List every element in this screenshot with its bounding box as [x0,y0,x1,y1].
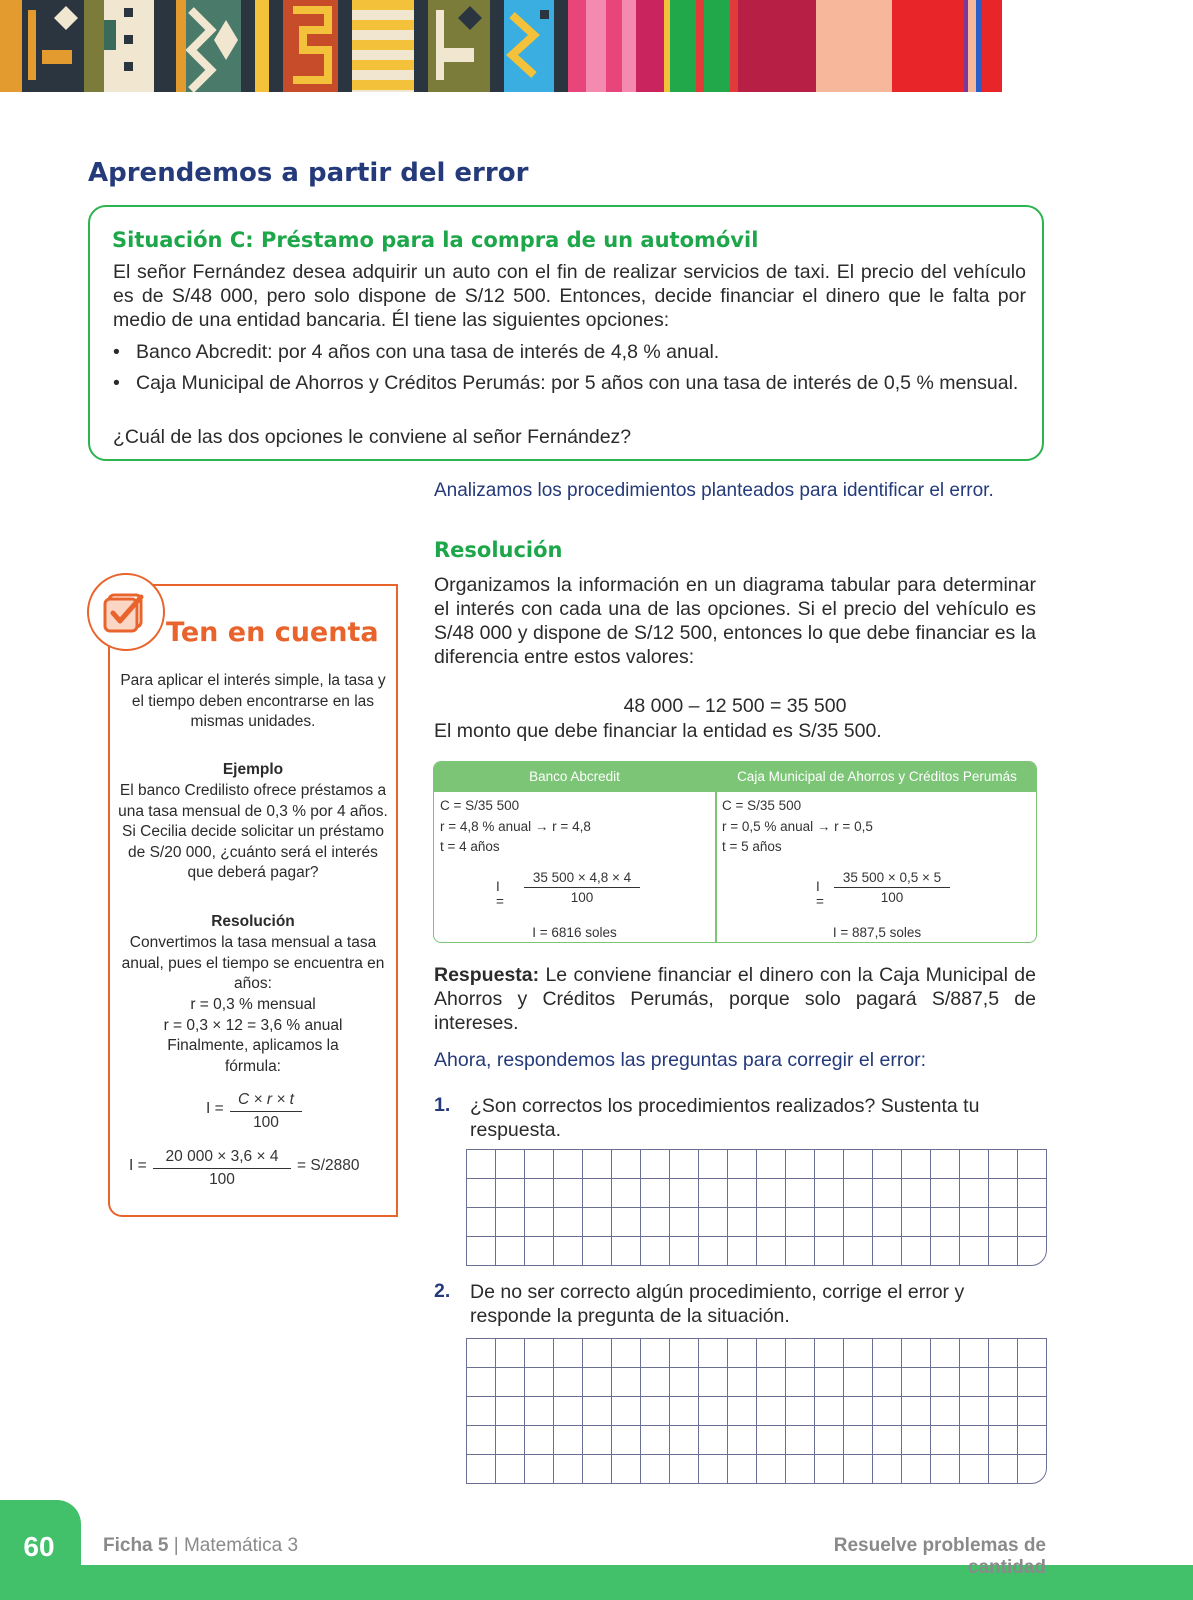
caja-line-time: t = 5 años [722,839,782,854]
caja-denominator: 100 [880,890,904,905]
llama-pattern-icon [22,0,84,92]
footer-ficha [103,1535,298,1557]
hook-pattern-icon [504,0,554,92]
section-title: Aprendemos a partir del error [88,158,529,188]
tip-intro: Para aplicar el interés simple, la tasa y el tiempo deben encontrarse en las mismas unidades. [120,672,386,730]
footer-ficha-label: Ficha 5 [103,1535,169,1556]
situation-text: El señor Fernández desea adquirir un auto con el fin de realizar servicios de taxi. El precio del vehículo es de S/48 000, pero solo dispone de S/12 500. Entonces, decide financiar el dinero que le falta por medio de una entidad bancaria. Él tiene las siguientes opciones: [113,261,1026,331]
question-2-number: 2. [434,1280,451,1302]
tip-resolution-title: Resolución [211,913,295,930]
tip-rate-line-1: r = 0,3 % mensual [190,996,316,1013]
page-number: 60 [23,1531,55,1562]
bullet-text: Caja Municipal de Ahorros y Créditos Perumás: por 5 años con una tasa de interés de 0,5 % mensual. [136,372,1019,394]
answer-label: Respuesta: [434,964,540,986]
caja-result: I = 887,5 soles [832,925,922,940]
zigzag-pattern-icon [186,0,241,92]
tip-title: Ten en cuenta [166,617,379,648]
situation-title: Situación C: Préstamo para la compra de un automóvil [112,228,759,252]
footer-competence: Resuelve problemas de cantidad [833,1535,1046,1578]
answer-grid-2[interactable] [466,1338,1047,1484]
caja-numerator: 35 500 × 0,5 × 5 [834,870,950,888]
tip-calc-numerator: 20 000 × 3,6 × 4 [153,1148,291,1169]
footer-separator: | [168,1535,184,1556]
bullet-text: Banco Abcredit: por 4 años con una tasa de interés de 4,8 % anual. [136,341,720,363]
answer-grid-1[interactable] [466,1149,1047,1266]
tip-rate-line-2: r = 0,3 × 12 = 3,6 % anual [163,1017,343,1034]
banco-line-time: t = 4 años [440,839,500,854]
correction-title: Ahora, respondemos las preguntas para corregir el error: [434,1049,927,1071]
tip-calc-lhs: I = [129,1157,147,1174]
bullet-dot-icon: • [113,372,120,394]
tip-final-text: Finalmente, aplicamos la fórmula: [167,1037,339,1075]
banco-denominator: 100 [570,890,594,905]
answer-text: Le conviene financiar el dinero con la Caja Municipal de Ahorros y Créditos Perumás, porque solo pagará S/887,5 de intereses. [434,964,1036,1034]
table-cell-banco-data [440,796,591,858]
question-2-text: De no ser correcto algún procedimiento, corrige el error y responde la pregunta de la situación. [470,1281,965,1327]
question-1-text: ¿Son correctos los procedimientos realizados? Sustenta tu respuesta. [470,1095,980,1141]
table-header-caja: Caja Municipal de Ahorros y Créditos Perumás [716,762,1037,792]
tip-calc-result: = S/2880 [297,1157,360,1174]
tip-formula-denominator: 100 [253,1114,279,1131]
checklist-icon [87,573,165,651]
spiral-pattern-icon [283,0,338,92]
answer-paragraph [434,963,1036,1035]
analysis-intro: Analizamos los procedimientos planteados para identificar el error. [434,480,994,501]
tip-calc-denominator: 100 [209,1171,235,1188]
square-pattern-icon [104,0,154,92]
caja-line-capital: C = S/35 500 [722,798,802,813]
resolution-text: Organizamos la información en un diagrama tabular para determinar el interés con cada una de las opciones. Si el precio del vehículo es S/48 000 y dispone de S/12 500, entonces lo que debe financiar es la diferencia entre estos valores: [434,574,1036,668]
table-cell-caja-data [722,796,873,858]
table-header-banco: Banco Abcredit [434,762,715,792]
amount-text: El monto que debe financiar la entidad es S/35 500. [434,720,882,742]
bullet-dot-icon: • [113,341,120,363]
tip-example-title: Ejemplo [222,761,284,778]
caja-formula-lhs: I = [816,879,824,909]
tip-example-text: El banco Credilisto ofrece préstamos a una tasa mensual de 0,3 % por 4 años. Si Cecilia decide solicitar un préstamo de S/20 000, ¿cuánto será el interés que deberá pagar? [118,782,388,881]
options-table [433,761,1037,943]
llama-pattern-icon-2 [428,0,490,92]
situation-question: ¿Cuál de las dos opciones le conviene al señor Fernández? [113,426,632,448]
table-divider [715,762,717,943]
tip-formula-numerator: C × r × t [230,1091,302,1112]
banco-line-capital: C = S/35 500 [440,798,520,813]
banco-line-rate: r = 4,8 % anual → r = 4,8 [440,818,591,834]
question-1-number: 1. [434,1094,451,1116]
difference-equation: 48 000 – 12 500 = 35 500 [623,695,847,717]
tip-formula-lhs: I = [206,1100,224,1117]
banco-result: I = 6816 soles [532,925,617,940]
caja-line-rate: r = 0,5 % anual → r = 0,5 [722,818,873,834]
tip-resolution-text: Convertimos la tasa mensual a tasa anual, pues el tiempo se encuentra en años: [121,934,385,992]
footer-subject: Matemática 3 [183,1535,299,1556]
resolution-title: Resolución [434,538,563,562]
tip-box-top-border [152,584,398,586]
banco-formula-lhs: I = [496,879,504,909]
decorative-header-band [0,0,1193,92]
banco-numerator: 35 500 × 4,8 × 4 [524,870,640,888]
